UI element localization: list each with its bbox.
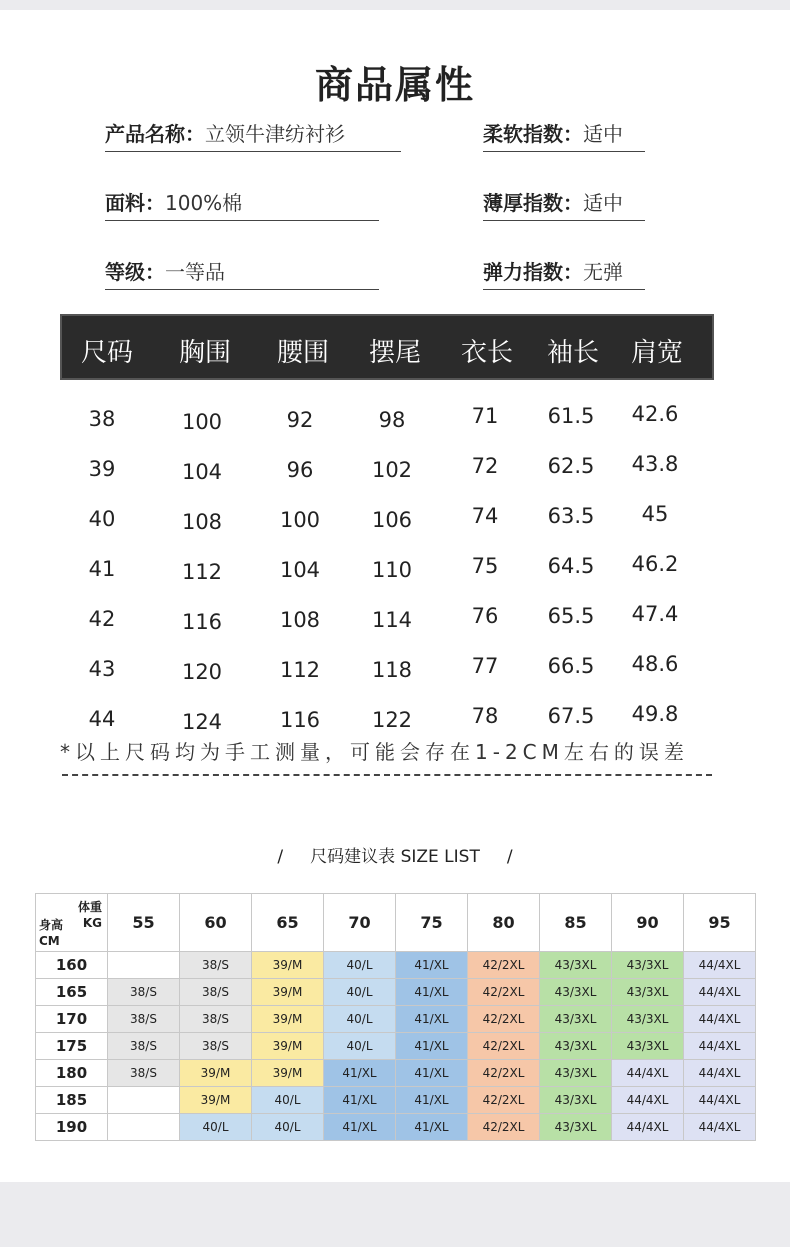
size-suggestion-cell: 38/S <box>108 1006 180 1033</box>
size-suggestion-cell: 39/M <box>252 952 324 979</box>
attr-thickness <box>483 187 645 221</box>
size-suggestion-cell: 38/S <box>108 979 180 1006</box>
size-table-cell: 61.5 <box>547 404 595 428</box>
height-row <box>36 1114 756 1141</box>
attr-value: 适中 <box>583 191 623 215</box>
size-suggestion-cell: 38/S <box>180 1006 252 1033</box>
size-table-cell: 92 <box>286 408 314 432</box>
size-suggestion-cell: 44/4XL <box>684 1033 756 1060</box>
weight-header-cell: 85 <box>540 894 612 952</box>
header-sleeve: 袖长 <box>546 338 600 368</box>
size-suggestion-cell: 43/3XL <box>540 1006 612 1033</box>
size-table-cell: 112 <box>181 560 223 584</box>
size-suggestion-cell: 41/XL <box>396 952 468 979</box>
attr-value: 100%棉 <box>165 191 243 215</box>
size-suggestion-cell: 39/M <box>252 1006 324 1033</box>
measurement-note: *以上尺码均为手工测量，可能会存在1-2CM左右的误差 <box>60 740 689 764</box>
size-suggestion-cell: 42/2XL <box>468 1060 540 1087</box>
height-row <box>36 1006 756 1033</box>
size-table-cell: 74 <box>471 504 499 528</box>
size-table-cell: 116 <box>279 708 321 732</box>
size-suggestion-cell: 43/3XL <box>612 979 684 1006</box>
height-header-cell: 170 <box>36 1006 108 1033</box>
weight-header-cell: 65 <box>252 894 324 952</box>
size-table-cell: 104 <box>181 460 223 484</box>
size-table-cell: 100 <box>279 508 321 532</box>
attr-product-name <box>105 118 401 152</box>
size-suggestion-cell: 40/L <box>324 1033 396 1060</box>
size-table-cell: 39 <box>88 457 116 481</box>
size-table-cell: 66.5 <box>547 654 595 678</box>
size-table-cell: 124 <box>181 710 223 734</box>
header-hem: 摆尾 <box>368 338 422 368</box>
height-row <box>36 979 756 1006</box>
size-table-cell: 102 <box>371 458 413 482</box>
size-table-cell: 67.5 <box>547 704 595 728</box>
size-table-cell: 43.8 <box>631 452 679 476</box>
header-length: 衣长 <box>460 338 514 368</box>
size-suggestion-cell: 44/4XL <box>684 979 756 1006</box>
weight-header-cell: 80 <box>468 894 540 952</box>
size-table-cell: 41 <box>88 557 116 581</box>
weight-header-row <box>36 894 756 952</box>
height-row <box>36 1033 756 1060</box>
size-table-cell: 98 <box>378 408 406 432</box>
size-suggestion-cell: 43/3XL <box>540 1033 612 1060</box>
product-detail-canvas <box>0 10 790 1182</box>
size-suggestion-cell: 38/S <box>108 1033 180 1060</box>
size-suggestion-cell: 40/L <box>324 979 396 1006</box>
size-table-cell: 46.2 <box>631 552 679 576</box>
height-row <box>36 952 756 979</box>
size-suggestion-cell: 44/4XL <box>684 1087 756 1114</box>
header-shoulder: 肩宽 <box>630 338 684 368</box>
height-row <box>36 1060 756 1087</box>
corner-height: 身高 <box>39 918 64 932</box>
size-table-cell: 122 <box>371 708 413 732</box>
attr-label: 面料： <box>105 191 165 215</box>
size-table-cell: 63.5 <box>547 504 595 528</box>
size-table-cell: 42.6 <box>631 402 679 426</box>
attr-grade <box>105 256 379 290</box>
size-table-cell: 77 <box>471 654 499 678</box>
size-suggestion-cell: 44/4XL <box>612 1087 684 1114</box>
weight-header-cell: 70 <box>324 894 396 952</box>
size-suggestion-cell: 44/4XL <box>684 1006 756 1033</box>
size-table-cell: 104 <box>279 558 321 582</box>
size-suggestion-cell: 44/4XL <box>612 1114 684 1141</box>
size-table-cell: 112 <box>279 658 321 682</box>
size-table-header <box>60 314 714 380</box>
height-header-cell: 185 <box>36 1087 108 1114</box>
header-size: 尺码 <box>80 338 134 368</box>
size-suggestion-cell: 39/M <box>252 1033 324 1060</box>
size-table-cell: 38 <box>88 407 116 431</box>
size-table-cell: 120 <box>181 660 223 684</box>
size-suggestion-cell: 43/3XL <box>540 1060 612 1087</box>
size-suggestion-cell: 40/L <box>324 1006 396 1033</box>
size-suggestion-cell: 42/2XL <box>468 952 540 979</box>
size-suggestion-cell: 43/3XL <box>612 952 684 979</box>
size-suggestion-cell: 41/XL <box>324 1087 396 1114</box>
size-suggestion-cell <box>108 952 180 979</box>
size-suggestion-cell: 44/4XL <box>684 1060 756 1087</box>
size-suggestion-cell: 41/XL <box>396 1006 468 1033</box>
size-table-cell: 106 <box>371 508 413 532</box>
size-suggestion-cell: 41/XL <box>324 1060 396 1087</box>
attr-value: 无弹 <box>583 260 623 284</box>
height-header-cell: 175 <box>36 1033 108 1060</box>
attr-label: 产品名称： <box>105 122 205 146</box>
size-table-cell: 118 <box>371 658 413 682</box>
size-suggestion-cell: 44/4XL <box>612 1060 684 1087</box>
attr-softness <box>483 118 645 152</box>
size-suggestion-cell: 44/4XL <box>684 1114 756 1141</box>
size-suggestion-cell: 43/3XL <box>540 979 612 1006</box>
size-suggestion-cell <box>108 1114 180 1141</box>
size-table-cell: 116 <box>181 610 223 634</box>
dashed-divider <box>62 774 712 776</box>
size-suggestion-cell: 42/2XL <box>468 1087 540 1114</box>
size-suggestion-cell: 38/S <box>180 1033 252 1060</box>
size-suggestion-cell: 39/M <box>180 1087 252 1114</box>
weight-header-cell: 95 <box>684 894 756 952</box>
size-table-cell: 72 <box>471 454 499 478</box>
attr-value: 一等品 <box>165 260 225 284</box>
height-header-cell: 160 <box>36 952 108 979</box>
size-suggestion-cell: 38/S <box>180 952 252 979</box>
size-table-cell: 49.8 <box>631 702 679 726</box>
size-table-cell: 44 <box>88 707 116 731</box>
size-suggestion-cell: 43/3XL <box>540 1087 612 1114</box>
size-suggestion-cell: 38/S <box>108 1060 180 1087</box>
weight-header-cell: 75 <box>396 894 468 952</box>
size-table-cell: 108 <box>279 608 321 632</box>
attr-value: 适中 <box>583 122 623 146</box>
size-suggestion-cell: 38/S <box>180 979 252 1006</box>
size-table-cell: 75 <box>471 554 499 578</box>
size-suggestion-cell: 39/M <box>252 1060 324 1087</box>
attr-value: 立领牛津纺衬衫 <box>205 122 345 146</box>
size-suggestion-cell <box>108 1087 180 1114</box>
weight-header-cell: 60 <box>180 894 252 952</box>
height-header-cell: 190 <box>36 1114 108 1141</box>
size-table-cell: 71 <box>471 404 499 428</box>
size-table-cell: 65.5 <box>547 604 595 628</box>
size-suggestion-cell: 41/XL <box>396 1060 468 1087</box>
size-suggestion-cell: 40/L <box>252 1114 324 1141</box>
size-suggestion-cell: 41/XL <box>396 1114 468 1141</box>
attr-elasticity <box>483 256 645 290</box>
corner-cm: CM <box>39 934 60 948</box>
corner-cell <box>36 894 108 952</box>
weight-header-cell: 55 <box>108 894 180 952</box>
size-table-cell: 43 <box>88 657 116 681</box>
size-suggestion-cell: 42/2XL <box>468 1006 540 1033</box>
header-chest: 胸围 <box>178 338 232 368</box>
size-table-cell: 110 <box>371 558 413 582</box>
size-table-cell: 76 <box>471 604 499 628</box>
size-table-cell: 42 <box>88 607 116 631</box>
attr-label: 柔软指数： <box>483 122 583 146</box>
size-suggestion-cell: 42/2XL <box>468 1114 540 1141</box>
size-recommend-table <box>35 893 756 1141</box>
height-header-cell: 180 <box>36 1060 108 1087</box>
size-suggestion-cell: 43/3XL <box>540 952 612 979</box>
size-suggestion-cell: 42/2XL <box>468 979 540 1006</box>
size-suggestion-cell: 43/3XL <box>540 1114 612 1141</box>
page-title: 商品属性 <box>314 63 475 107</box>
size-suggestion-cell: 40/L <box>252 1087 324 1114</box>
size-table-cell: 108 <box>181 510 223 534</box>
size-suggestion-cell: 41/XL <box>396 979 468 1006</box>
attr-label: 等级： <box>105 260 165 284</box>
size-suggestion-cell: 41/XL <box>396 1087 468 1114</box>
size-suggestion-cell: 41/XL <box>324 1114 396 1141</box>
size-table-cell: 64.5 <box>547 554 595 578</box>
size-suggestion-cell: 43/3XL <box>612 1006 684 1033</box>
size-suggestion-cell: 39/M <box>252 979 324 1006</box>
size-suggestion-cell: 39/M <box>180 1060 252 1087</box>
size-suggestion-cell: 40/L <box>180 1114 252 1141</box>
size-table-cell: 48.6 <box>631 652 679 676</box>
size-list-title: / 尺码建议表 SIZE LIST / <box>277 847 513 867</box>
size-suggestion-cell: 42/2XL <box>468 1033 540 1060</box>
attr-fabric <box>105 187 379 221</box>
attr-label: 薄厚指数： <box>483 191 583 215</box>
weight-header-cell: 90 <box>612 894 684 952</box>
size-table-cell: 96 <box>286 458 314 482</box>
attr-label: 弹力指数： <box>483 260 583 284</box>
size-table-cell: 45 <box>641 502 669 526</box>
size-table-cell: 47.4 <box>631 602 679 626</box>
size-suggestion-cell: 41/XL <box>396 1033 468 1060</box>
height-row <box>36 1087 756 1114</box>
size-table-cell: 62.5 <box>547 454 595 478</box>
size-table-cell: 100 <box>181 410 223 434</box>
height-header-cell: 165 <box>36 979 108 1006</box>
corner-kg: KG <box>82 916 102 930</box>
size-table-cell: 40 <box>88 507 116 531</box>
size-suggestion-cell: 44/4XL <box>684 952 756 979</box>
size-table-cell: 78 <box>471 704 499 728</box>
size-suggestion-cell: 43/3XL <box>612 1033 684 1060</box>
header-waist: 腰围 <box>276 338 330 368</box>
size-suggestion-cell: 40/L <box>324 952 396 979</box>
size-table-cell: 114 <box>371 608 413 632</box>
corner-weight: 体重 <box>77 900 102 914</box>
